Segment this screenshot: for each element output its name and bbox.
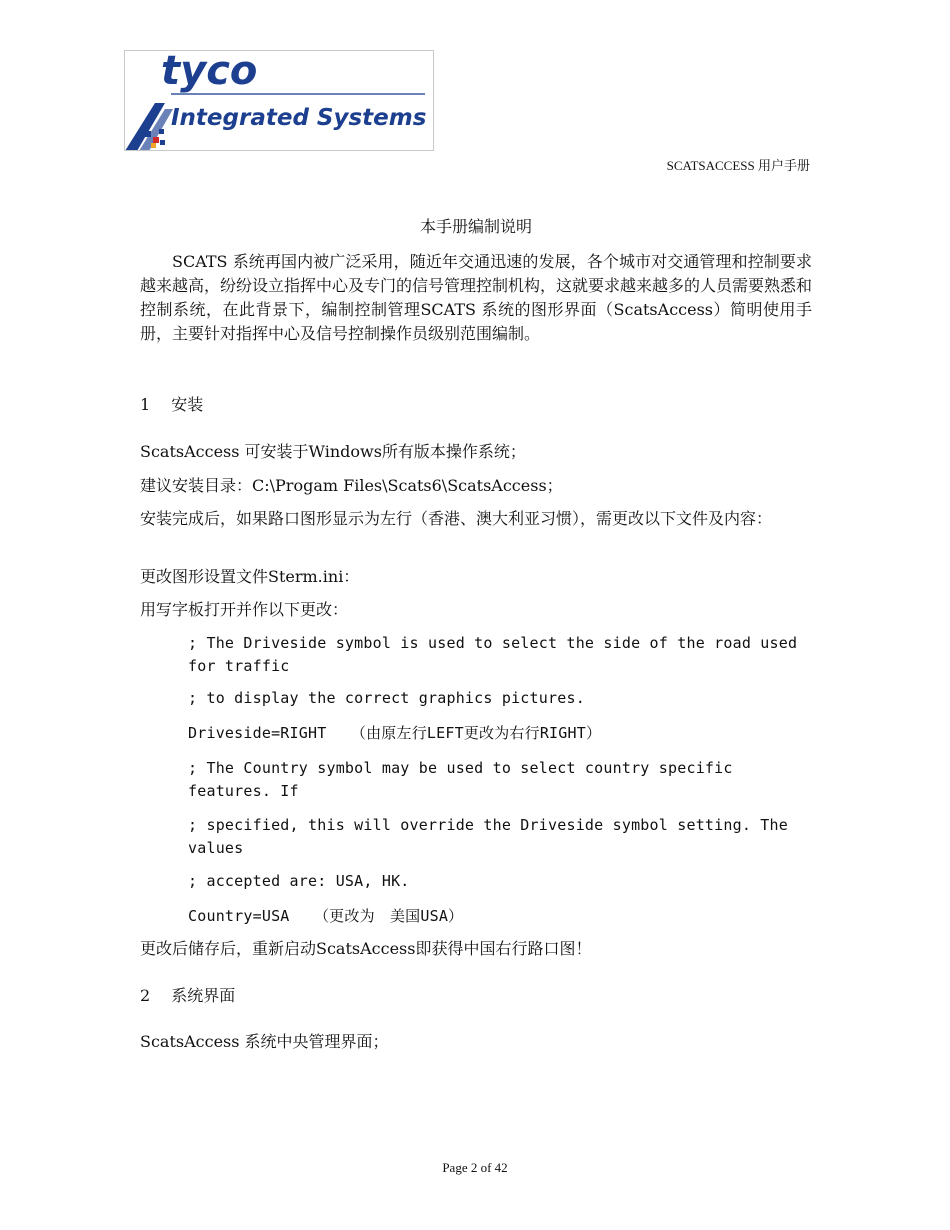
section2-heading: 2 系统界面: [140, 986, 236, 1005]
code-line: ; to display the correct graphics pictures.: [188, 689, 585, 707]
code-line: ; The Driveside symbol is used to select the side of the road used for traffic: [188, 634, 798, 675]
code-line: ; specified, this will override the Driveside symbol setting. The values: [188, 816, 788, 857]
install-dir-text: 建议安装目录：C:\Progam Files\Scats6\ScatsAccess；: [140, 476, 563, 495]
intro-paragraph: SCATS 系统再国内被广泛采用，随近年交通迅速的发展，各个城市对交通管理和控制要求越来越高，纷纷设立指挥中心及专门的信号管理控制机构，这就要求越来越多的人员需要熟悉和控制系统，在此背景下，编制控制管理SCATS 系统的图形界面（ScatsAccess）简明使用手册，主要针对指挥中心及信号控制操作员级别范围编制。: [140, 252, 813, 343]
section1-heading: 1 安装: [140, 395, 204, 414]
tyco-logo: [124, 50, 434, 151]
central-ui-text: ScatsAccess 系统中央管理界面；: [140, 1032, 389, 1051]
code-line: ; accepted are: USA, HK.: [188, 872, 410, 890]
logo-subtitle: Integrated Systems: [171, 105, 427, 131]
edit-instruction-text: 用写字板打开并作以下更改：: [140, 600, 349, 619]
restart-note-text: 更改后储存后，重新启动ScatsAccess即获得中国右行路口图！: [140, 939, 592, 958]
config-file-text: 更改图形设置文件Sterm.ini：: [140, 567, 360, 586]
install-os-text: ScatsAccess 可安装于Windows所有版本操作系统；: [140, 442, 526, 461]
document-title: SCATSACCESS 用户手册: [666, 158, 810, 173]
intro-title: 本手册编制说明: [419, 217, 532, 236]
code-line: ; The Country symbol may be used to select country specific features. If: [188, 759, 733, 800]
page-number: Page 2 of 42: [442, 1160, 508, 1175]
code-line: Country=USA （更改为 美国USA）: [188, 907, 464, 925]
install-note-text: 安装完成后，如果路口图形显示为左行（香港、澳大利亚习惯），需更改以下文件及内容：: [140, 509, 773, 528]
logo-brand: tyco: [161, 51, 258, 94]
code-line: Driveside=RIGHT （由原左行LEFT更改为右行RIGHT）: [188, 724, 602, 742]
